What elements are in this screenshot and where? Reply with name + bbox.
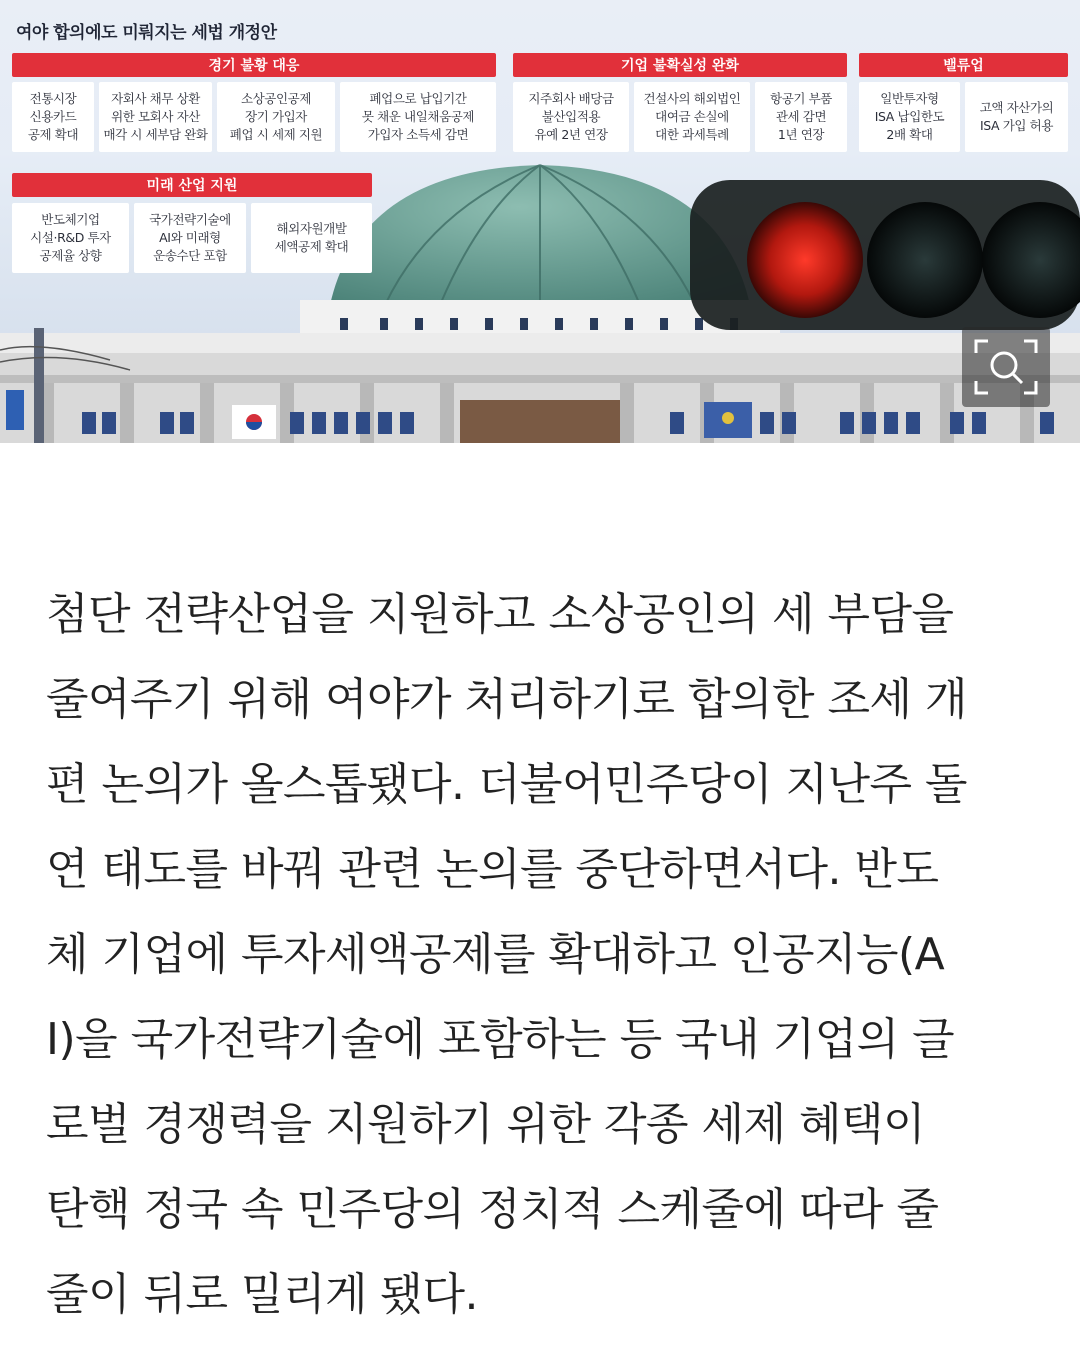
article-line: 줄이 뒤로 밀리게 됐다. (46, 1269, 478, 1320)
article-line: 연 태도를 바꿔 관련 논의를 중단하면서다. 반도 (46, 844, 939, 895)
category-value-up: 밸류업 (859, 53, 1068, 77)
article-line: I)을 국가전략기술에 포함하는 등 국내 기업의 글 (46, 1014, 955, 1065)
item-traditional-market-card: 전통시장 신용카드 공제 확대 (12, 82, 94, 152)
article-line: 탄핵 정국 속 민주당의 정치적 스케줄에 따라 줄 (46, 1184, 939, 1235)
item-isa-high-net-worth: 고액 자산가의 ISA 가입 허용 (965, 82, 1068, 152)
item-aircraft-parts-tariff: 항공기 부품 관세 감면 1년 연장 (755, 82, 847, 152)
item-overseas-resource: 해외자원개발 세액공제 확대 (251, 203, 372, 273)
item-small-business-deduction: 소상공인공제 장기 가입자 폐업 시 세제 지원 (217, 82, 335, 152)
category-economic-slump: 경기 불황 대응 (12, 53, 496, 77)
category-future-industry: 미래 산업 지원 (12, 173, 372, 197)
item-holding-company-dividend: 지주회사 배당금 불산입적용 유예 2년 연장 (513, 82, 629, 152)
item-construction-overseas-loan: 건설사의 해외법인 대여금 손실에 대한 과세특례 (634, 82, 750, 152)
item-closure-income-tax: 폐업으로 납입기간 못 채운 내일채움공제 가입자 소득세 감면 (340, 82, 496, 152)
magnify-icon (962, 327, 1050, 407)
article-line: 첨단 전략산업을 지원하고 소상공인의 세 부담을 (46, 589, 954, 640)
infographic-image (0, 0, 1080, 443)
infographic-headline: 여야 합의에도 미뤄지는 세법 개정안 (16, 23, 277, 43)
article-line: 체 기업에 투자세액공제를 확대하고 인공지능(A (46, 929, 945, 980)
article-line: 줄여주기 위해 여야가 처리하기로 합의한 조세 개 (46, 674, 967, 725)
zoom-image-button[interactable] (962, 327, 1050, 407)
article-line: 편 논의가 올스톱됐다. 더불어민주당이 지난주 돌 (46, 759, 967, 810)
item-isa-limit: 일반투자형 ISA 납입한도 2배 확대 (859, 82, 960, 152)
article-body (46, 572, 1046, 1337)
item-ai-strategic-tech: 국가전략기술에 AI와 미래형 운송수단 포함 (134, 203, 246, 273)
category-business-uncertainty: 기업 불확실성 완화 (513, 53, 847, 77)
item-semiconductor-rd: 반도체기업 시설·R&D 투자 공제율 상향 (12, 203, 129, 273)
article-line: 로벌 경쟁력을 지원하기 위한 각종 세제 혜택이 (46, 1099, 925, 1150)
item-subsidiary-debt: 자회사 채무 상환 위한 모회사 자산 매각 시 세부담 완화 (99, 82, 212, 152)
